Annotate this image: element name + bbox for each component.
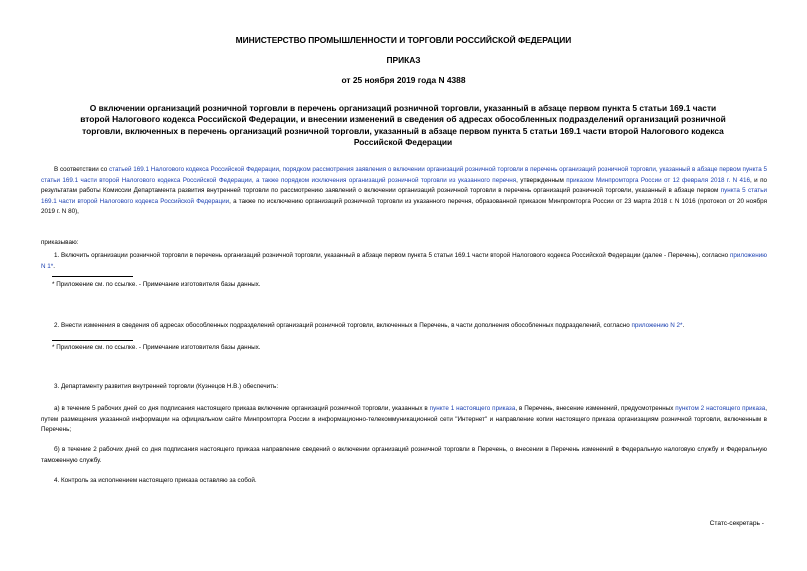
preamble-text: В соответствии со <box>54 166 109 173</box>
link-appendix-2[interactable]: приложению N 2* <box>631 322 683 329</box>
order-word: приказываю: <box>41 239 79 246</box>
doc-date-number: от 25 ноября 2019 года N 4388 <box>341 75 466 85</box>
link-article-169-1[interactable]: статьей 169.1 Налогового кодекса Российской Федерации <box>108 166 280 173</box>
item-1-end: . <box>53 262 55 270</box>
item-3: 3. Департаменту развития внутренней торговли (Кузнецов Н.В.) обеспечить: <box>54 383 279 390</box>
item-2 <box>41 321 767 332</box>
preamble-text: , утвержденным <box>516 176 567 184</box>
link-point-2[interactable]: пунктом 2 настоящего приказа <box>675 405 766 412</box>
item-1-text: 1. Включить организации розничной торговли в перечень организаций розничной торговли, указанный в абзаце первом пункта 5 статьи 169.1 части второй Налогового кодекса Российской Федерации (далее - Перечень), согласно <box>54 252 730 259</box>
item-3a-text: , в Перечень, внесение изменений, предусмотренных <box>515 405 676 412</box>
item-4: 4. Контроль за исполнением настоящего приказа оставляю за собой. <box>54 477 257 484</box>
ministry-header: МИНИСТЕРСТВО ПРОМЫШЛЕННОСТИ И ТОРГОВЛИ РОССИЙСКОЙ ФЕДЕРАЦИИ <box>235 35 572 45</box>
footnote-1: * Приложение см. по ссылке. - Примечание изготовителя базы данных. <box>52 281 261 288</box>
link-procedure[interactable]: порядком рассмотрения заявления о включении организаций розничной торговли в перечень организаций розничной торговли, указанный в абзаце первом пункта 5 статьи 169.1 части второй Налогового кодекса Российской Федерации, а также порядком исключения организаций розничной торговли из указанного перечня <box>41 166 767 184</box>
preamble-text: , а также по исключению организаций розничной торговли из указанного перечня, образованной приказом Минпромторга России от 23 марта 2018 г. N 1016 (протокол от 20 ноября 2019 г. N 80), <box>41 197 767 216</box>
item-2-end: . <box>682 322 685 329</box>
preamble-text: , <box>279 166 283 173</box>
footnote-divider <box>52 276 133 277</box>
doc-title: О включении организаций розничной торговли в перечень организаций розничной торговли, указанный в абзаце первом пункта 5 статьи 169.1 части второй Налогового кодекса Российской Федерации, и внесении изменений в сведения об адресах обособленных подразделений организаций розничной торговли, включенных в перечень организаций розничной торговли, указанный в абзаце первом пункта 5 статьи 169.1 части второй Налогового кодекса Российской Федерации <box>80 103 726 148</box>
signature-title: Статс-секретарь - <box>709 520 764 527</box>
footnote-2: * Приложение см. по ссылке. - Примечание изготовителя базы данных. <box>52 344 261 351</box>
preamble-paragraph <box>41 165 767 218</box>
doc-type: ПРИКАЗ <box>386 55 421 65</box>
link-order-416[interactable]: приказом Минпромторга России от 12 февраля 2018 г. N 416 <box>566 176 751 184</box>
preamble-text: , и по результатам работы Комиссии Департамента развития внутренней торговли по рассмотрению заявлений о включении организаций розничной торговли в перечень организаций розничной торговли, указанный в абзаце первом <box>41 176 768 195</box>
item-3a <box>41 404 767 436</box>
link-tax-code-point-5[interactable]: пункта 5 статьи 169.1 части второй Налогового кодекса Российской Федерации <box>41 187 767 205</box>
link-appendix-1[interactable]: приложению N 1* <box>41 252 767 270</box>
item-3a-text: а) в течение 5 рабочих дней со дня подписания настоящего приказа включение организаций розничной торговли, указанных в <box>54 405 430 412</box>
item-2-text: 2. Внести изменения в сведения об адресах обособленных подразделений организаций розничной торговли, включенных в Перечень, в части дополнения обособленных подразделений, согласно <box>54 322 632 329</box>
item-3b: б) в течение 2 рабочих дней со дня подписания настоящего приказа направление сведений о включении организаций розничной торговли в Перечень, о внесении в Перечень изменений в Федеральную налоговую службу и Федеральную таможенную службу. <box>41 446 767 464</box>
item-3a-text: , путем размещения указанной информации на официальном сайте Минпромторга России в информационно-телекоммуникационной сети "Интернет" и направление копии настоящего приказа организациям розничной торговли, включенным в Перечень; <box>41 405 768 434</box>
footnote-divider <box>52 340 133 341</box>
item-1 <box>41 251 767 272</box>
link-point-1[interactable]: пункте 1 настоящего приказа <box>429 405 516 412</box>
